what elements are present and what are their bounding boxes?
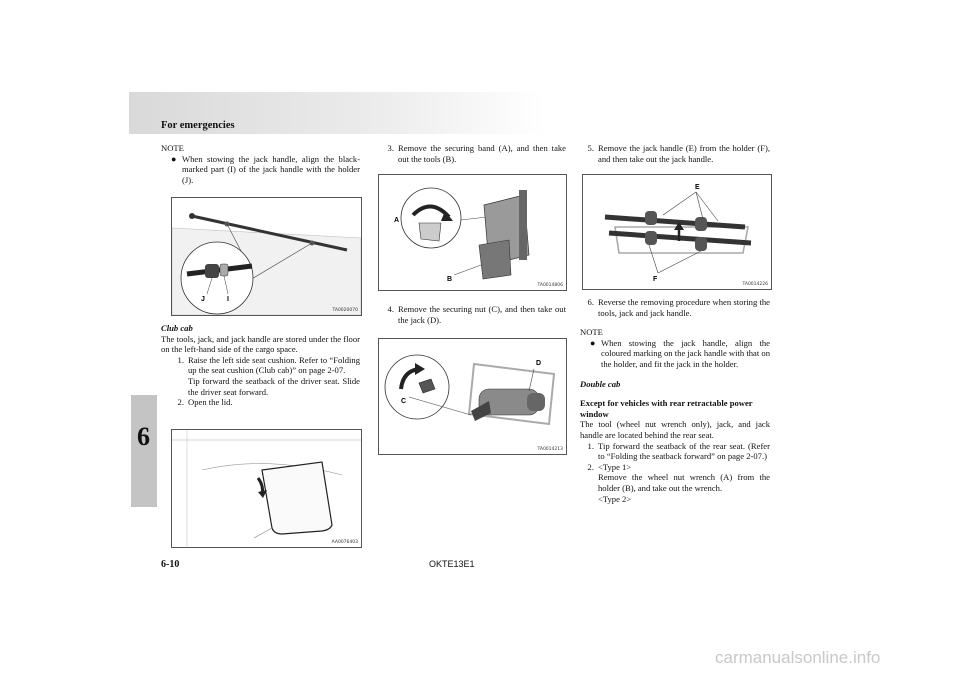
step-6	[583, 297, 770, 318]
club-cab-text: The tools, jack, and jack handle are stored under the floor on the left-hand side of the cargo space.	[161, 333, 360, 355]
step-5	[583, 143, 770, 164]
except-text: The tool (wheel nut wrench only), jack, and jack handle are located behind the rear seat.	[580, 419, 770, 440]
label-a: A	[394, 217, 400, 224]
bullet-icon: ●	[171, 153, 177, 164]
figure-code: TA0014806	[537, 283, 563, 288]
double-cab-step-2	[583, 462, 770, 504]
jack-handle-illustration	[172, 198, 361, 315]
label-j: J	[201, 296, 205, 303]
step-1-number: 1.	[177, 354, 184, 365]
figure-remove-jack	[378, 338, 567, 455]
column-3-body	[580, 297, 770, 504]
step-4	[383, 304, 566, 325]
figure-remove-tools	[378, 174, 567, 291]
step-1-text: Raise the left side seat cushion. Refer to “Folding up the seat cushion (Club cab)” on page 2-07.	[188, 354, 360, 376]
step-6-number: 6.	[587, 297, 594, 307]
label-d: D	[536, 360, 542, 367]
figure-open-lid	[171, 429, 362, 548]
double-cab-step-2-number: 2.	[587, 461, 594, 472]
column-2-step-3	[371, 143, 566, 164]
note-label: NOTE	[161, 143, 184, 153]
club-cab-heading: Club cab	[161, 323, 193, 333]
note-bullet-text: When stowing the jack handle, align the coloured marking on the jack handle with that on the holder, and fit the jack in the holder.	[601, 337, 770, 369]
note-bullet-row	[171, 154, 360, 186]
figure-code: TA0014213	[537, 447, 563, 452]
figure-jack-handle-holder	[171, 197, 362, 316]
step-3-number: 3.	[387, 143, 394, 153]
step-6-text: Reverse the removing procedure when storing the tools, jack and jack handle.	[598, 297, 770, 318]
step-5-number: 5.	[587, 143, 594, 153]
step-2	[173, 397, 360, 408]
note-label: NOTE	[580, 327, 603, 338]
figure-code: AA0076403	[331, 540, 358, 545]
step-3-text: Remove the securing band (A), and then take out the tools (B).	[398, 143, 566, 164]
type-1-label: <Type 1>	[598, 461, 632, 472]
column-3-step-5	[580, 143, 770, 164]
type-2-label: <Type 2>	[598, 493, 632, 504]
chapter-number: 6	[137, 422, 150, 451]
step-4-text: Remove the securing nut (C), and then take out the jack (D).	[398, 304, 566, 325]
column-1-body	[161, 323, 360, 408]
jack-handle-holder-illustration	[583, 175, 771, 289]
page-number: 6-10	[161, 559, 180, 570]
figure-remove-jack-handle	[582, 174, 772, 290]
double-cab-step-2-text: Remove the wheel nut wrench (A) from the holder (B), and take out the wrench.	[598, 472, 770, 493]
page-header-title: For emergencies	[161, 120, 235, 131]
label-b: B	[447, 276, 453, 283]
lid-illustration	[172, 430, 361, 547]
double-cab-step-1-number: 1.	[587, 440, 594, 451]
double-cab-heading: Double cab	[580, 378, 621, 389]
note-bullet-row	[590, 338, 770, 370]
except-heading: Except for vehicles with rear retractable power window	[580, 398, 753, 419]
column-1-top	[161, 143, 360, 185]
figure-code: TA0020070	[332, 308, 358, 313]
step-4-number: 4.	[387, 304, 394, 314]
label-e: E	[695, 184, 700, 191]
step-2-text: Open the lid.	[188, 397, 233, 408]
step-3	[383, 143, 566, 164]
step-5-text: Remove the jack handle (E) from the holder (F), and then take out the jack handle.	[598, 143, 770, 164]
double-cab-step-1	[583, 441, 770, 462]
column-2-step-4	[371, 304, 566, 325]
figure-code: TA0014226	[742, 282, 768, 287]
label-c: C	[401, 398, 407, 405]
document-code: OKTE13E1	[429, 559, 475, 569]
step-2-number: 2.	[177, 397, 184, 408]
label-f: F	[653, 276, 658, 283]
step-1-extra: Tip forward the seatback of the driver seat. Slide the driver seat forward.	[188, 375, 360, 397]
double-cab-step-1-text: Tip forward the seatback of the rear seat. (Refer to “Folding the seatback forward” on page 2-07.)	[598, 440, 770, 462]
watermark: carmanualsonline.info	[715, 648, 881, 667]
bullet-icon: ●	[590, 337, 596, 348]
tools-illustration	[379, 175, 566, 290]
label-i: I	[227, 296, 229, 303]
step-1	[173, 355, 360, 397]
jack-illustration	[379, 339, 566, 454]
note-bullet-text: When stowing the jack handle, align the black-marked part (I) of the jack handle with the holder (J).	[182, 153, 360, 185]
